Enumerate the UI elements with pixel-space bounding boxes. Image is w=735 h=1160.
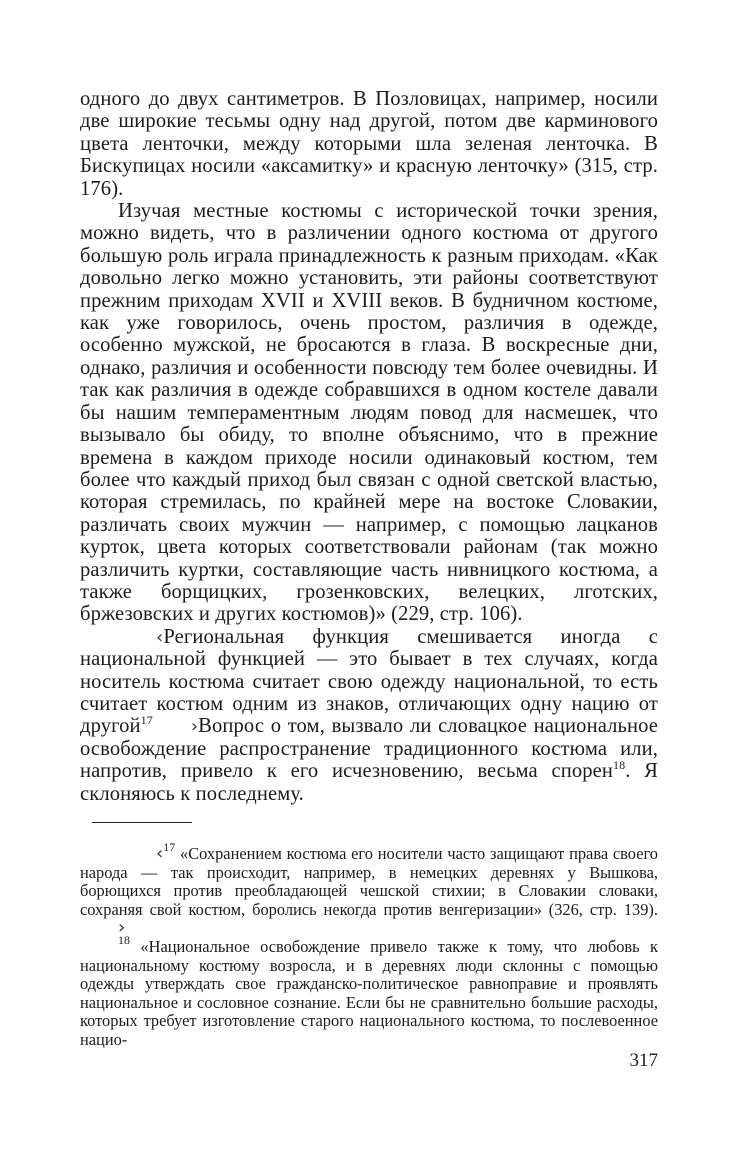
footnote-17 [80, 840, 658, 939]
footnote-18-number: 18 [118, 932, 130, 947]
footnote-18 [80, 932, 658, 1050]
footnote-17-text: «Сохранением костюма его носители часто защищают права своего народа — так происходит, например, в немецких деревнях у Вышкова, борющихся против преобладающей чешской стихии; в Словакии словаки, сохраняя свой костюм, боролись некогда против венгеризации» (326, стр. 139). [80, 844, 658, 919]
footnote-divider [92, 822, 192, 823]
footnote-left-angle-mark-icon: ‹ [156, 843, 164, 864]
footnote-17-number: 17 [163, 840, 176, 854]
paragraph-3-part-3: . Я склоняюсь к последнему. [80, 760, 658, 805]
footnote-right-angle-mark-icon: › [118, 917, 126, 939]
paragraph-1: одного до двух сантиметров. В Позловицах, например, носили две широкие тесьмы одну над другой, потом две карминового цвета ленточки, между которыми шла зеленая ленточка. В Бискупицах носили «аксамитку» и красную ленточку» (315, стр. 176). [80, 88, 658, 200]
page-number: 317 [629, 1050, 658, 1071]
footnotes [80, 840, 658, 1050]
paragraph-3-part-2: Вопрос о том, вызвало ли словацкое национальное освобождение распространение традиционного костюма или, напротив, привело к его исчезновению, весьма спорен [80, 715, 658, 783]
paragraph-3-part-1: Региональная функция смешивается иногда с национальной функцией — это бывает в тех случаях, когда носитель костюма считает свою одежду национальной, то есть считает костюм одним из знаков, отличающих одну нацию от другой [80, 625, 658, 738]
paragraph-2: Изучая местные костюмы с исторической точки зрения, можно видеть, что в различении одного костюма от другого большую роль играла принадлежность к разным приходам. «Как довольно легко можно установить, эти районы соответствуют прежним приходам XVII и XVIII веков. В будничном костюме, как уже говорилось, очень простом, различия в одежде, особенно мужской, не бросаются в глаза. В воскресные дни, однако, различия и особенности повсюду тем более очевидны. И так как различия в одежде собравшихся в одном костеле давали бы нашим темпераментным людям повод для насмешек, что вызывало бы обиду, то вполне объяснимо, что в прежние времена в каждом приходе носили одинаковый костюм, тем более что каждый приход был связан с одной светской властью, которая стремилась, по крайней мере на востоке Словакии, различать своих мужчин — например, с помощью лацканов курток, цвета которых соответствовали районам (так можно различить куртки, составляющие часть нивницкого костюма, а также борщицких, грозенковских, велецких, лготских, бржезовских и других костюмов)» (229, стр. 106). [80, 200, 658, 626]
paragraph-3 [80, 626, 658, 805]
left-angle-mark-icon: ‹ [156, 626, 164, 648]
footnote-ref-17: 17 [140, 713, 153, 728]
main-text [80, 88, 658, 805]
footnote-ref-18: 18 [612, 758, 626, 773]
right-angle-mark-icon: › [190, 716, 199, 738]
footnote-18-text: «Национальное освобождение привело также к тому, что любовь к национальному костюму возросла, и в деревнях люди склонны с помощью одежды утверждать свое гражданско-политическое равноправие и проявлять национальное и сословное сознание. Если бы не сравнительно большие расходы, которых требует изготовление старого национального костюма, то послевоенное нацио- [80, 936, 658, 1049]
